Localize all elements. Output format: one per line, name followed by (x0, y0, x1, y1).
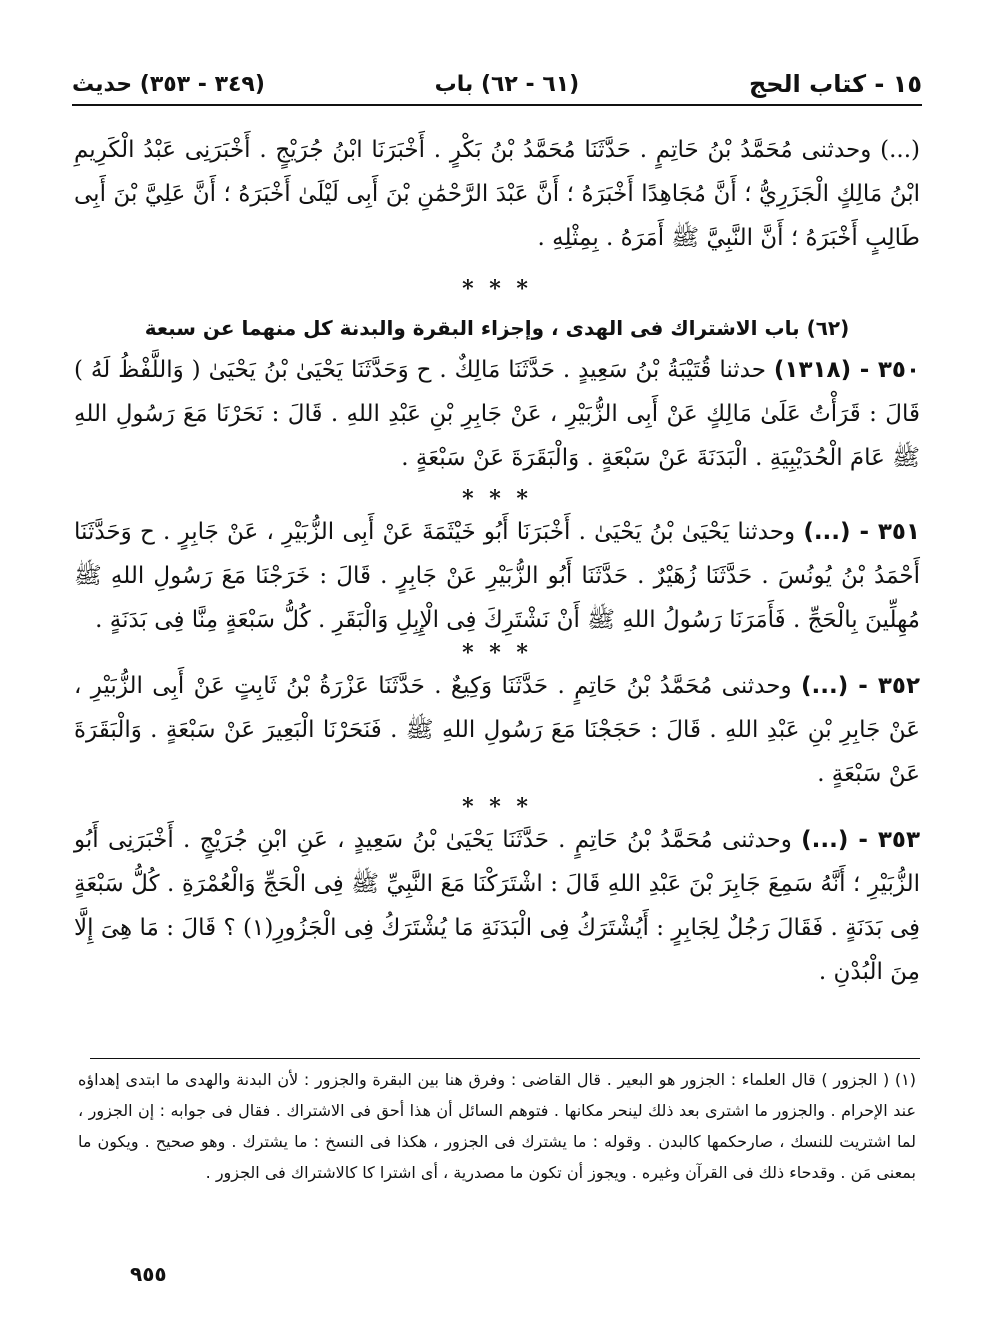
chapter-range: (٦١ - ٦٢) باب (434, 71, 580, 97)
hadith-separator: * * * (462, 486, 532, 512)
hadith-text: وحدثنا يَحْيَىٰ بْنُ يَحْيَىٰ . أَخْبَرَنَا أَبُو خَيْثَمَةَ عَنْ أَبِى الزُّبَيْرِ ، عَنْ جَابِرٍ . ح وَحَدَّثَنَا أَحْمَدُ بْنُ يُونُسَ . حَدَّثَنَا زُهَيْرٌ . حَدَّثَنَا أَبُو الزُّبَيْرِ عَنْ جَابِرٍ . قَالَ : خَرَجْنَا مَعَ رَسُولِ اللهِ ﷺ مُهِلِّينَ بِالْحَجِّ . فَأَمَرَنَا رَسُولُ اللهِ ﷺ أَنْ نَشْتَرِكَ فِى الْإِبِلِ وَالْبَقَرِ . كُلُّ سَبْعَةٍ مِنَّا فِى بَدَنَةٍ . (74, 519, 920, 633)
hadith-351 (74, 510, 920, 642)
hadith-text: (...) وحدثنى مُحَمَّدُ بْنُ حَاتِمٍ . حَدَّثَنَا مُحَمَّدُ بْنُ بَكْرٍ . أَخْبَرَنَا ابْنُ جُرَيْجٍ . أَخْبَرَنِى عَبْدُ الْكَرِيمِ ابْنُ مَالِكٍ الْجَزَرِيُّ ؛ أَنَّ مُجَاهِدًا أَخْبَرَهُ ؛ أَنَّ عَبْدَ الرَّحْمَٰنِ بْنَ أَبِى لَيْلَىٰ أَخْبَرَهُ ؛ أَنَّ عَلِيَّ بْنَ أَبِى طَالِبٍ أَخْبَرَهُ ؛ أَنَّ النَّبِيَّ ﷺ أَمَرَهُ . بِمِثْلِهِ . (74, 137, 920, 251)
page-header (72, 62, 922, 106)
hadith-text: حدثنا قُتَيْبَةُ بْنُ سَعِيدٍ . حَدَّثَنَا مَالِكٌ . ح وَحَدَّثَنَا يَحْيَىٰ بْنُ يَحْيَىٰ ( وَاللَّفْظُ لَهُ ) قَالَ : قَرَأْتُ عَلَىٰ مَالِكٍ عَنْ أَبِى الزُّبَيْرِ ، عَنْ جَابِرِ بْنِ عَبْدِ اللهِ . قَالَ : نَحَرْنَا مَعَ رَسُولِ اللهِ ﷺ عَامَ الْحُدَيْبِيَةِ . الْبَدَنَةَ عَنْ سَبْعَةٍ . وَالْبَقَرَةَ عَنْ سَبْعَةٍ . (74, 357, 920, 471)
hadith-353 (74, 818, 920, 994)
footnote-1: (١) ( الجزور ) قال العلماء : الجزور هو البعير . قال القاضى : وفرق هنا بين البقرة والجزور : لأن البدنة والهدى ما ابتدى إهداؤه عند الإحرام . والجزور ما اشترى بعد ذلك لينحر مكانها . فتوهم السائل أن هذا أحق فى الاشتراك . فقال فى جوابه : إن الجزور ، لما اشتريت للنسك ، صارحكمها كالبدن . وقوله : ما يشترك فى الجزور ، هكذا فى النسخ : ما يشترك . وهو صحيح . ويكون ما بمعنى مَن . وقدحاء ذلك فى القرآن وغيره . ويجوز أن تكون ما مصدرية ، أى اشترا كا كالاشتراك فى الجزور . (78, 1070, 916, 1182)
hadith-separator: * * * (462, 794, 532, 820)
header-divider (72, 104, 922, 106)
hadith-text: وحدثنى مُحَمَّدُ بْنُ حَاتِمٍ . حَدَّثَنَا يَحْيَىٰ بْنُ سَعِيدٍ ، عَنِ ابْنِ جُرَيْجٍ . أَخْبَرَنِى أَبُو الزُّبَيْرِ ؛ أَنَّهُ سَمِعَ جَابِرَ بْنَ عَبْدِ اللهِ قَالَ : اشْتَرَكْنَا مَعَ النَّبِيِّ ﷺ فِى الْحَجِّ وَالْعُمْرَةِ . كُلُّ سَبْعَةٍ فِى بَدَنَةٍ . فَقَالَ رَجُلٌ لِجَابِرٍ : أَيُشْتَرَكُ فِى الْبَدَنَةِ مَا يُشْتَرَكُ فِى الْجَزُورِ(١) ؟ قَالَ : مَا هِىَ إِلَّا مِنَ الْبُدْنِ . (74, 827, 920, 985)
hadith-number: ٣٥٢ - (...) (800, 673, 921, 699)
hadith-352 (74, 664, 920, 796)
section-separator: * * * (462, 276, 532, 302)
hadith-range: (٣٤٩ - ٣٥٣) حديث (72, 71, 265, 97)
hadith-349-continued (74, 128, 920, 260)
hadith-text: وحدثنى مُحَمَّدُ بْنُ حَاتِمٍ . حَدَّثَنَا وَكِيعٌ . حَدَّثَنَا عَزْرَةُ بْنُ ثَابِتٍ عَنْ أَبِى الزُّبَيْرِ ، عَنْ جَابِرِ بْنِ عَبْدِ اللهِ . قَالَ : حَجَجْنَا مَعَ رَسُولِ اللهِ ﷺ . فَنَحَرْنَا الْبَعِيرَ عَنْ سَبْعَةٍ . وَالْبَقَرَةَ عَنْ سَبْعَةٍ . (74, 673, 920, 787)
page-number: ٩٥٥ (130, 1262, 167, 1286)
chapter-heading: (٦٢) باب الاشتراك فى الهدى ، وإجزاء البقرة والبدنة كل منهما عن سبعة (144, 316, 850, 340)
hadith-number: ٣٥٣ - (...) (801, 827, 921, 853)
hadith-separator: * * * (462, 640, 532, 666)
page-body (74, 128, 920, 994)
hadith-350 (74, 348, 920, 480)
footnotes (78, 1064, 916, 1188)
hadith-number: ٣٥٠ - (١٣١٨) (773, 357, 921, 383)
book-title: ١٥ - كتاب الحج (748, 70, 922, 98)
footnote-divider (90, 1058, 920, 1059)
hadith-number: ٣٥١ - (...) (803, 519, 921, 545)
